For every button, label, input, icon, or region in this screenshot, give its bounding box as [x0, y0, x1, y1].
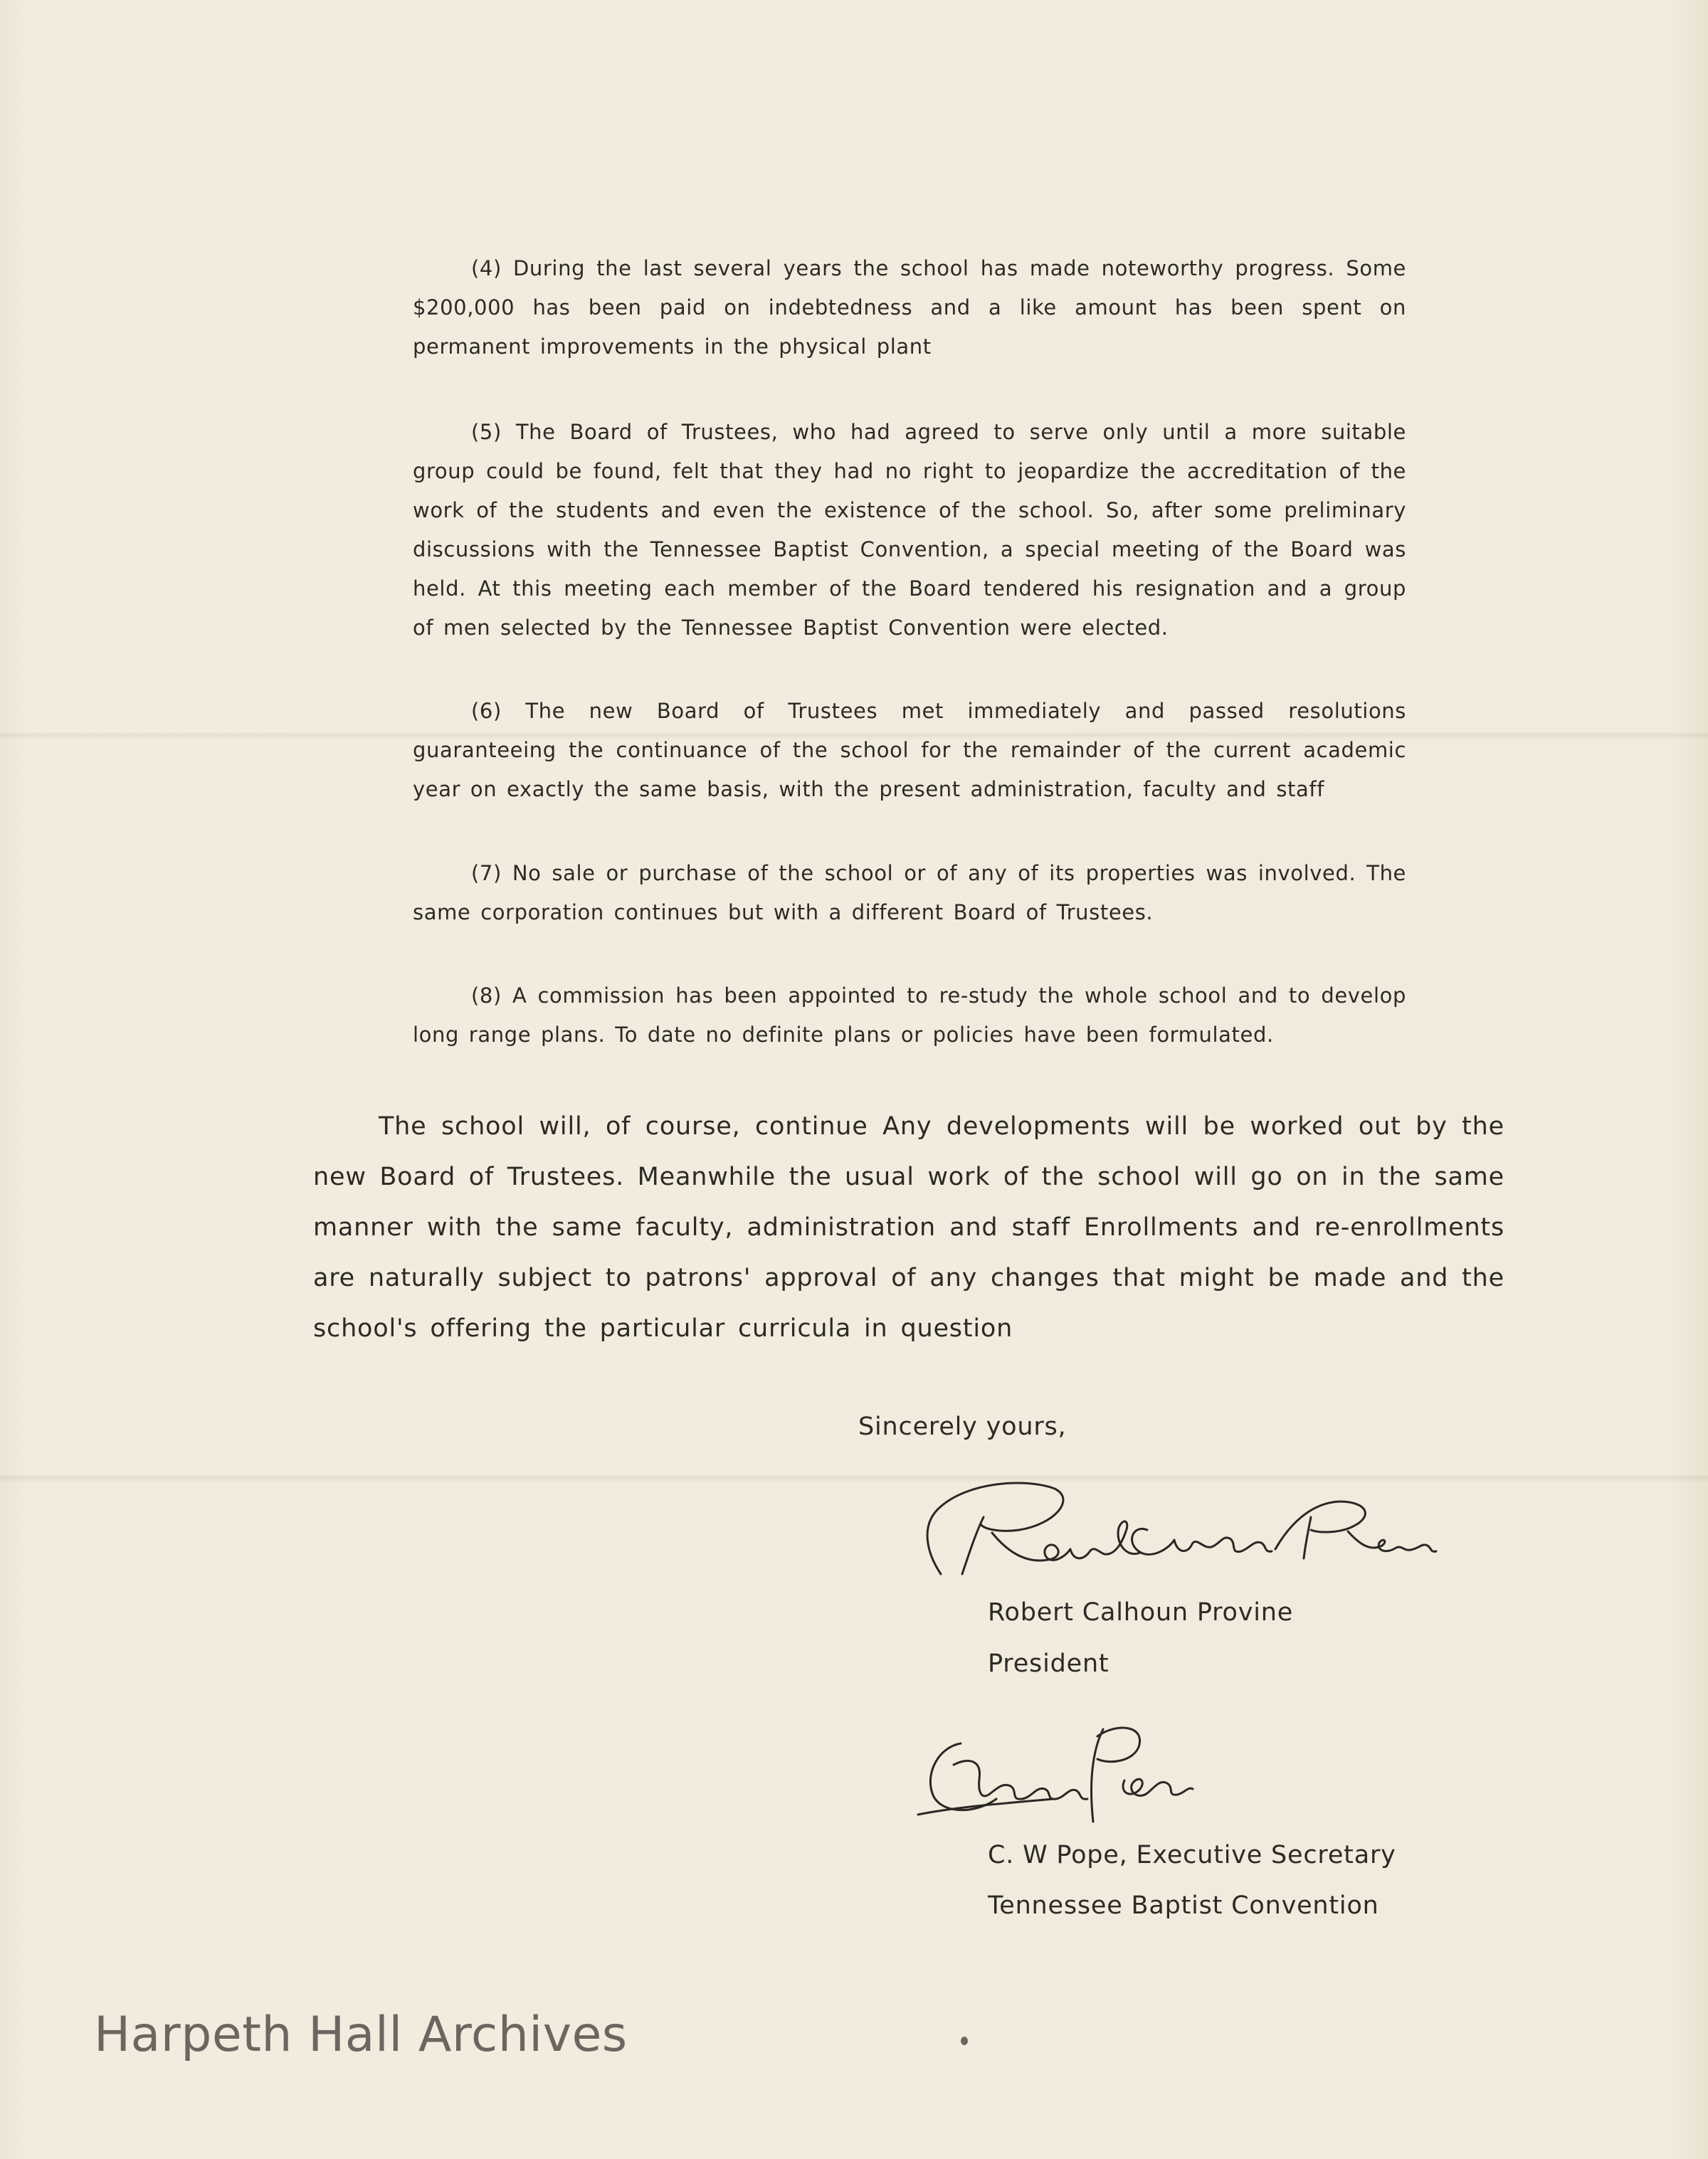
signatory-2-title: Tennessee Baptist Convention [988, 1891, 1379, 1920]
paper-speck [961, 2037, 968, 2045]
paragraph-7: (7) No sale or purchase of the school or of any of its properties was involved. The same corporation continues but with a different Board of Trustees. [413, 861, 1406, 924]
signature-pope [911, 1715, 1196, 1836]
signature-provine [912, 1474, 1439, 1581]
signatory-1-name: Robert Calhoun Provine [988, 1598, 1294, 1627]
signatory-1-title: President [988, 1649, 1109, 1678]
valediction: Sincerely yours, [858, 1413, 1067, 1441]
signatory-2-name: C. W Pope, Executive Secretary [988, 1841, 1396, 1869]
paragraph-8: (8) A commission has been appointed to re-study the whole school and to develop long range plans. To date no definite plans or policies have been formulated. [413, 983, 1406, 1047]
paragraph-5: (5) The Board of Trustees, who had agreed to serve only until a more suitable group could be found, felt that they had no right to jeopardize the accreditation of the work of the students and even the existence of the school. So, after some preliminary discussions with the Tennessee Baptist Convention, a special meeting of the Board was held. At this meeting each member of the Board tendered his resignation and a group of men selected by the Tennessee Baptist Convention were elected. [413, 420, 1406, 640]
paragraph-4: (4) During the last several years the school has made noteworthy progress. Some $200,000 has been paid on indebtedness and a like amount has been spent on permanent improvements in the physical plant [413, 256, 1406, 359]
archive-watermark: Harpeth Hall Archives [94, 2007, 628, 2063]
closing-paragraph: The school will, of course, continue Any developments will be worked out by the new Board of Trustees. Meanwhile the usual work of the school will go on in the same manner with the same faculty, administration and staff Enrollments and re-enrollments are naturally subject to patrons' approval of any changes that might be made and the school's offering the particular curricula in question [313, 1112, 1504, 1343]
paragraph-6: (6) The new Board of Trustees met immediately and passed resolutions guaranteeing the continuance of the school for the remainder of the current academic year on exactly the same basis, with the present administration, faculty and staff [413, 699, 1406, 801]
